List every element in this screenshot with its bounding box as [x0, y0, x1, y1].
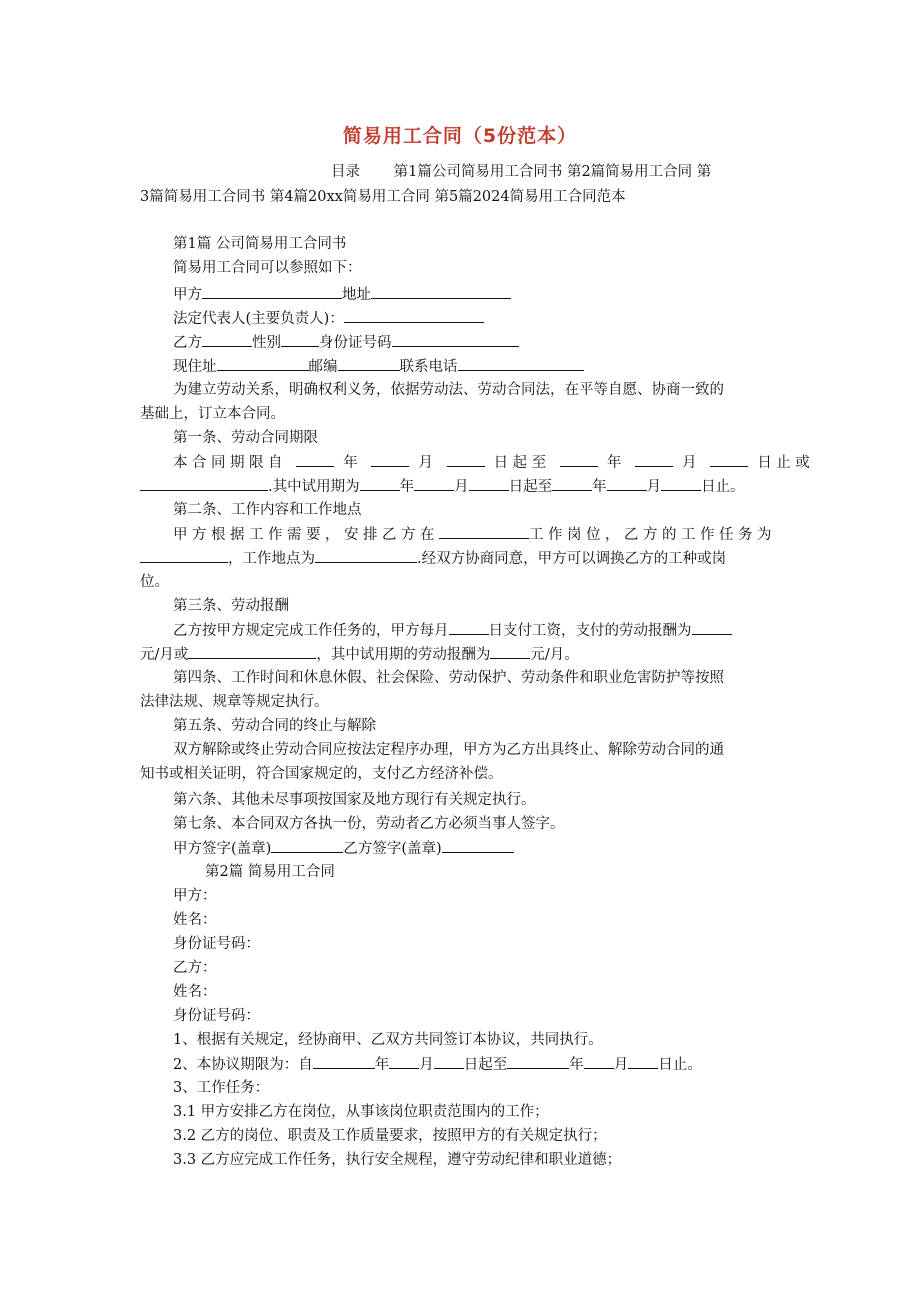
part1-heading: 第1篇 公司简易用工合同书	[173, 236, 347, 252]
article-3-text-d: ，其中试用期的劳动报酬为	[316, 647, 491, 663]
article-4-line-2: 法律法规、规章等规定执行。	[140, 694, 329, 710]
legal-representative-line	[173, 308, 484, 329]
article-3-text-a: 乙方按甲方规定完成工作任务的，甲方每月	[173, 623, 449, 639]
month-label: 月	[682, 455, 702, 471]
job-post-blank	[439, 524, 529, 539]
party-b-line	[173, 332, 519, 353]
article-2-text-d: .经双方协商同意，甲方可以调换乙方的工种或岗	[417, 551, 727, 567]
year-label: 年	[374, 1057, 390, 1073]
probation-label: .其中试用期为	[268, 479, 360, 495]
year-label: 年	[569, 1057, 584, 1073]
gender-label: 性别	[252, 335, 281, 351]
part2-id-b: 身份证号码：	[173, 1008, 260, 1024]
article-4-line-1: 第四条、工作时间和休息休假、社会保险、劳动保护、劳动条件和职业危害防护等按照	[173, 670, 724, 686]
party-b-label: 乙方	[173, 335, 202, 351]
part2-item-3: 3、工作任务：	[173, 1080, 270, 1096]
article-1-title: 第一条、劳动合同期限	[173, 430, 318, 446]
article-2-line-3: 位。	[140, 574, 169, 590]
part2-heading: 第2篇 简易用工合同	[205, 864, 335, 880]
start-day-blank	[434, 1054, 464, 1069]
signature-line	[173, 838, 514, 859]
part2-party-b: 乙方：	[173, 960, 217, 976]
part2-item-3-3: 3.3 乙方应完成工作任务，执行安全规程，遵守劳动纪律和职业道德；	[173, 1152, 622, 1168]
current-address-label: 现住址	[173, 359, 217, 375]
legal-rep-label: 法定代表人(主要负责人)：	[173, 311, 344, 327]
party-a-blank	[202, 284, 342, 299]
work-location-blank	[315, 548, 417, 563]
month-label: 月	[419, 1057, 434, 1073]
table-of-contents-line-1: 目录 第1篇公司简易用工合同书 第2篇简易用工合同 第	[331, 164, 712, 180]
phone-label: 联系电话	[399, 359, 458, 375]
id-number-blank	[392, 332, 519, 347]
start-day-blank	[447, 452, 485, 467]
postcode-label: 邮编	[308, 359, 338, 375]
year-label: 年	[606, 455, 626, 471]
party-a-label: 甲方	[173, 287, 202, 303]
address-label: 地址	[342, 287, 371, 303]
article-3-line-2	[140, 644, 579, 665]
end-day-blank	[710, 452, 748, 467]
end-label: 日止。	[658, 1057, 702, 1073]
start-month-blank	[389, 1054, 419, 1069]
party-b-signature-label: 乙方签字(盖章)	[343, 841, 442, 857]
part2-item-1: 1、根据有关规定，经协商甲、乙双方共同签订本协议，共同执行。	[173, 1032, 603, 1048]
end-label: 日止。	[701, 479, 745, 495]
article-2-line-2	[140, 548, 726, 569]
probation-end-day-blank	[661, 476, 701, 491]
month-label: 月	[646, 479, 662, 495]
part2-name-b: 姓名：	[173, 984, 217, 1000]
postcode-blank	[338, 356, 400, 371]
party-b-signature-blank	[442, 838, 514, 853]
article-7: 第七条、本合同双方各执一份，劳动者乙方必须当事人签字。	[173, 816, 565, 832]
monthly-pay-blank	[692, 620, 732, 635]
part1-intro: 简易用工合同可以参照如下：	[173, 260, 362, 276]
article-3-text-e: 元/月。	[530, 647, 579, 663]
article-5-title: 第五条、劳动合同的终止与解除	[173, 718, 376, 734]
start-month-blank	[371, 452, 409, 467]
pay-day-blank	[449, 620, 489, 635]
article-5-line-1: 双方解除或终止劳动合同应按法定程序办理，甲方为乙方出具终止、解除劳动合同的通	[173, 742, 724, 758]
probation-end-month-blank	[607, 476, 647, 491]
article-5-line-2: 知书或相关证明，符合国家规定的，支付乙方经济补偿。	[140, 766, 503, 782]
legal-rep-blank	[344, 308, 484, 323]
gender-blank	[281, 332, 319, 347]
article-3-line-1	[173, 620, 732, 641]
month-label: 月	[418, 455, 438, 471]
start-year-blank	[296, 452, 334, 467]
probation-end-year-blank	[552, 476, 592, 491]
document-title: 简易用工合同（5份范本）	[342, 125, 578, 147]
probation-day-blank	[469, 476, 509, 491]
article-1-term-label: 本合同期限自	[173, 455, 287, 471]
probation-pay-blank	[490, 644, 530, 659]
year-label: 年	[592, 479, 607, 495]
article-3-text-c: 元/月或	[140, 647, 189, 663]
article-2-text-b: 工作岗位，乙方的工作任务为	[529, 527, 776, 543]
from-label: 日起至	[508, 479, 553, 495]
table-of-contents-line-2: 3篇简易用工合同书 第4篇20xx简易用工合同 第5篇2024简易用工合同范本	[140, 189, 626, 205]
article-1-line-2	[140, 476, 745, 497]
party-b-blank	[202, 332, 252, 347]
article-2-text-a: 甲方根据工作需要，安排乙方在	[173, 527, 439, 543]
article-2-line-1	[173, 524, 776, 545]
start-year-blank	[313, 1054, 375, 1069]
end-year-blank	[507, 1054, 569, 1069]
from-label: 日起至	[493, 455, 551, 471]
part2-id-a: 身份证号码：	[173, 936, 260, 952]
from-label: 日起至	[463, 1057, 508, 1073]
address-blank	[371, 284, 511, 299]
purpose-line-1: 为建立劳动关系，明确权利义务，依据劳动法、劳动合同法，在平等自愿、协商一致的	[173, 382, 724, 398]
term-label: 2、本协议期限为：自	[173, 1057, 313, 1073]
party-a-signature-blank	[271, 838, 343, 853]
stop-or-label: 日止或	[757, 455, 815, 471]
part2-item-3-2: 3.2 乙方的岗位、职责及工作质量要求，按照甲方的有关规定执行；	[173, 1128, 607, 1144]
probation-month-blank	[414, 476, 454, 491]
part2-name-a: 姓名：	[173, 912, 217, 928]
id-number-label: 身份证号码	[319, 335, 392, 351]
alt-pay-blank	[188, 644, 316, 659]
end-day-blank	[628, 1054, 658, 1069]
part2-item-2	[173, 1054, 702, 1075]
end-month-blank	[635, 452, 673, 467]
article-1-line-1	[173, 452, 814, 473]
phone-blank	[458, 356, 584, 371]
job-task-blank	[140, 548, 228, 563]
purpose-line-2: 基础上，订立本合同。	[140, 406, 285, 422]
year-label: 年	[343, 455, 363, 471]
party-a-address-line	[173, 284, 511, 305]
month-label: 月	[613, 1057, 629, 1073]
term-alt-blank	[140, 476, 268, 491]
article-2-title: 第二条、工作内容和工作地点	[173, 502, 362, 518]
party-a-signature-label: 甲方签字(盖章)	[173, 841, 272, 857]
part2-item-3-1: 3.1 甲方安排乙方在岗位，从事该岗位职责范围内的工作；	[173, 1104, 549, 1120]
article-2-text-c: ，工作地点为	[228, 551, 315, 567]
end-month-blank	[584, 1054, 614, 1069]
end-year-blank	[560, 452, 598, 467]
article-6: 第六条、其他未尽事项按国家及地方现行有关规定执行。	[173, 792, 536, 808]
part2-party-a: 甲方：	[173, 888, 217, 904]
probation-year-blank	[360, 476, 400, 491]
current-address-blank	[217, 356, 309, 371]
current-address-line	[173, 356, 584, 377]
year-label: 年	[399, 479, 415, 495]
article-3-title: 第三条、劳动报酬	[173, 598, 289, 614]
month-label: 月	[454, 479, 469, 495]
article-3-text-b: 日支付工资，支付的劳动报酬为	[488, 623, 692, 639]
